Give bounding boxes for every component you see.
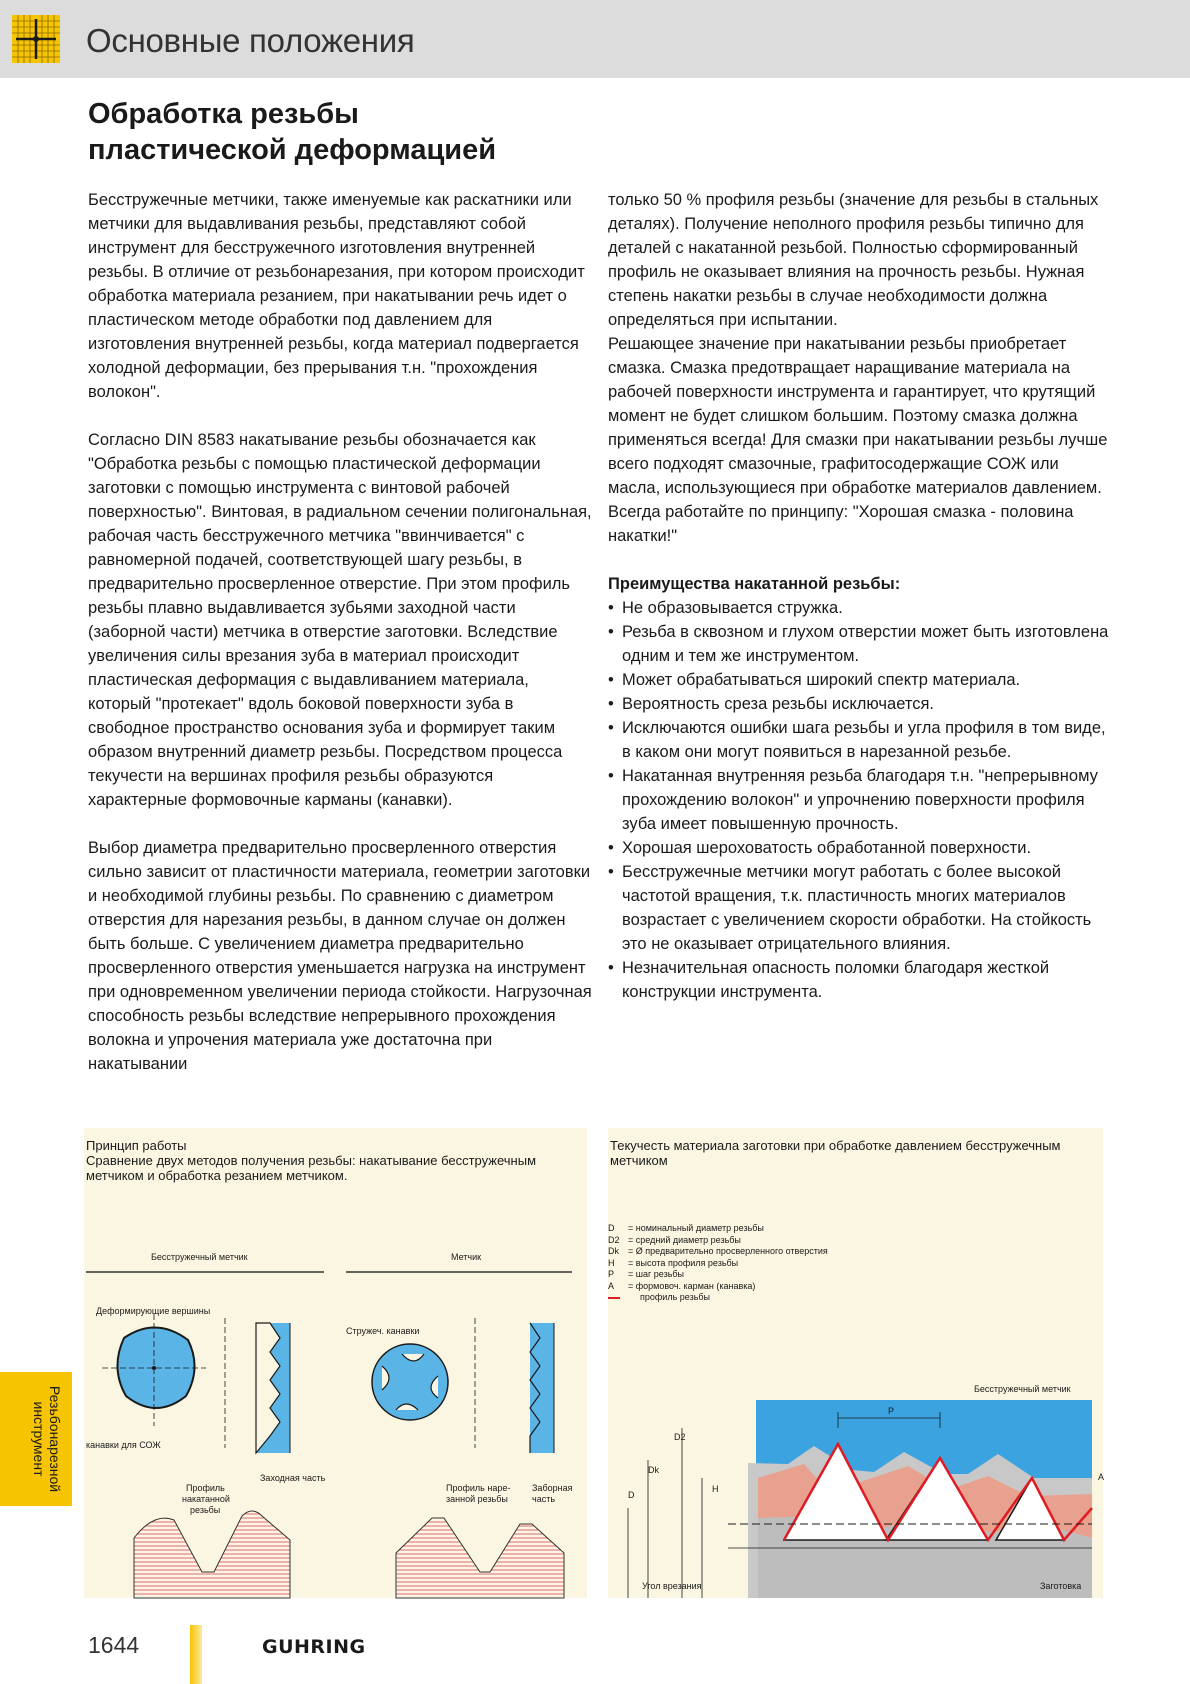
- list-item: • Не образовывается стружка.: [608, 596, 1113, 620]
- rolled-thread-profile: [134, 1511, 290, 1598]
- label-chamfer: Заборная: [532, 1483, 573, 1493]
- rolling-tap-cross-section: [102, 1314, 206, 1426]
- page-title-line1: Обработка резьбы: [88, 98, 359, 130]
- cutting-tap-cross-section: [372, 1344, 448, 1420]
- section-side-tab[interactable]: [0, 1372, 72, 1506]
- list-item: • Накатанная внутренняя резьба благодаря т.н. "непрерывному прохождению волокон" и упрочнению поверхности профиля зуба имеет повышенную прочность.: [608, 764, 1113, 836]
- dim-label: A: [1098, 1472, 1105, 1482]
- label-deforming-tips: Деформирующие вершины: [96, 1306, 211, 1316]
- label-left-tool: Бесстружечный метчик: [151, 1252, 248, 1262]
- figure-caption: Текучесть материала заготовки при обработке давлением бесстружечным метчиком: [610, 1138, 1061, 1168]
- list-item: • Исключаются ошибки шага резьбы и угла профиля в том виде, в каком они могут появиться в нарезанной резьбе.: [608, 716, 1113, 764]
- list-item: • Резьба в сквозном и глухом отверстии может быть изготовлена одним и тем же инструментом.: [608, 620, 1113, 668]
- list-item: • Незначительная опасность поломки благодаря жесткой конструкции инструмента.: [608, 956, 1113, 1004]
- legend-key: A: [608, 1280, 615, 1291]
- page-title: [88, 96, 496, 168]
- legend-key: D: [608, 1223, 615, 1233]
- label-cut-profile: Профиль наре-: [446, 1483, 511, 1493]
- legend-value: = номинальный диаметр резьбы: [628, 1223, 764, 1233]
- legend-key: Dk: [608, 1246, 619, 1256]
- caption-line: Сравнение двух методов получения резьбы: накатывание бесстружечным метчиком и обработка резанием метчиком.: [86, 1153, 537, 1183]
- label-entry-angle: Угол врезания: [642, 1581, 702, 1591]
- footer-accent-bar: [190, 1625, 202, 1684]
- label-right-tool: Метчик: [451, 1252, 482, 1262]
- figure-material-flow: [608, 1128, 1103, 1598]
- paragraph: только 50 % профиля резьбы (значение для резьбы в стальных деталях). Получение неполного профиля резьбы типично для деталей с накатанной резьбой. Полностью сформированный профиль не оказывает влияния на прочность резьбы. Нужная степень накатки резьбы в случае необходимости должна определяться при испытании.: [608, 191, 1099, 329]
- label-lead-part: Заходная часть: [260, 1473, 326, 1483]
- legend-value: = Ø предварительно просверленного отверстия: [628, 1246, 828, 1256]
- list-item: • Вероятность среза резьбы исключается.: [608, 692, 1113, 716]
- list-item: • Бесстружечные метчики могут работать с более высокой частотой вращения, т.к. пластичность многих материалов возрастает с увеличением скорости обработки. На стойкость это не оказывает отрицательного влияния.: [608, 860, 1113, 956]
- rolling-tap-side-view: [256, 1323, 290, 1453]
- paragraph: Выбор диаметра предварительно просверленного отверстия сильно зависит от пластичности материала, геометрии заготовки и необходимой глубины резьбы. По сравнению с диаметром отверстия для нарезания резьбы, в данном случае он должен быть больше. С увеличением диаметра предварительно просверленного отверстия уменьшается нагрузка на инструмент при одновременном увеличении периода стойкости. Нагрузочная способность резьбы вследствие непрерывного прохождения волокна и упрочения материала уже достаточна при накатывании: [88, 839, 592, 1073]
- paragraph: Бесстружечные метчики, также именуемые как раскатники или метчики для выдавливания резьбы, представляют собой инструмент для бесстружечного изготовления внутренней резьбы. В отличие от резьбонарезания, при котором происходит обработка материала резанием, при накатывании речь идет о пластическом методе обработки под давлением для изготовления внутренней резьбы, когда материал подвергается холодной деформации, без прерывания т.н. "прохождения волокон".: [88, 191, 585, 401]
- legend-value: = высота профиля резьбы: [628, 1257, 739, 1268]
- label-chamfer: часть: [532, 1494, 556, 1504]
- side-tab-label: Резьбонарезной инструмент: [31, 1385, 63, 1493]
- label-rolled-profile: Профиль: [186, 1483, 225, 1493]
- brand-logo: GUHRING: [262, 1636, 366, 1658]
- legend-key: H: [608, 1257, 615, 1268]
- cut-thread-profile: [396, 1518, 564, 1598]
- dim-label: D2: [674, 1432, 686, 1442]
- page-title-line2: пластической деформацией: [88, 134, 497, 166]
- dim-label: H: [712, 1484, 719, 1494]
- text-column-left: [88, 188, 593, 1100]
- legend-value: профиль резьбы: [640, 1292, 711, 1302]
- caption-line: Принцип работы: [86, 1138, 187, 1153]
- paragraph: Согласно DIN 8583 накатывание резьбы обозначается как "Обработка резьбы с помощью пластической деформации заготовки с помощью инструмента с винтовой рабочей поверхностью". Винтовая, в радиальном сечении полигональная, рабочая часть бесстружечного метчика "ввинчивается" с равномерной подачей, соответствующей шагу резьбы, в предварительно просверленное отверстие. При этом профиль резьбы плавно выдавливается зубьями заходной части (заборной части) метчика в отверстие заготовки. Вследствие увеличения силы врезания зуба в материал происходит пластическая деформация с выдавливанием материала, который "протекает" вдоль боковой поверхности зуба в свободное пространство основания зуба и формирует таким образом внутренний диаметр резьбы. Посредством процесса текучести на вершинах профиля резьбы образуются характерные формовочные карманы (канавки).: [88, 431, 592, 809]
- material-flow-diagram: [608, 1128, 1103, 1598]
- label-cut-profile: занной резьбы: [446, 1494, 508, 1504]
- figure-working-principle: [84, 1128, 587, 1598]
- dim-label: P: [888, 1406, 895, 1416]
- list-item: • Может обрабатываться широкий спектр материала.: [608, 668, 1113, 692]
- working-principle-diagram: [84, 1128, 587, 1598]
- label-workpiece: Заготовка: [1040, 1581, 1082, 1591]
- label-coolant-grooves: канавки для СОЖ: [86, 1440, 161, 1450]
- legend-key: D2: [608, 1234, 620, 1245]
- label-rolled-profile: резьбы: [190, 1505, 221, 1515]
- advantages-list: [608, 596, 1113, 1004]
- section-title: Основные положения: [86, 22, 415, 59]
- legend-key: P: [608, 1269, 615, 1279]
- dim-label: D: [628, 1490, 635, 1500]
- paragraph: Решающее значение при накатывании резьбы приобретает смазка. Смазка предотвращает наращивание материала на рабочей поверхности инструмента и гарантирует, что крутящий момент не будет слишком большим. Поэтому смазка должна применяться всегда! Для смазки при накатывании резьбы лучше всего подходят смазочные, графитосодержащие СОЖ или масла, использующиеся при обработке материалов давлением. Всегда работайте по принципу: "Хорошая смазка - половина накатки!": [608, 335, 1108, 545]
- label-chip-grooves: Стружеч. канавки: [346, 1326, 420, 1336]
- legend-value: = формовоч. карман (канавка): [628, 1280, 756, 1291]
- crosshair-grid-icon: [12, 15, 60, 63]
- dim-label: Dk: [648, 1465, 659, 1475]
- page-number: 1644: [88, 1632, 140, 1658]
- legend-value: = шаг резьбы: [628, 1269, 685, 1279]
- label-tool: Бесстружечный метчик: [974, 1384, 1071, 1394]
- legend-value: = средний диаметр резьбы: [628, 1234, 741, 1245]
- advantages-title: Преимущества накатанной резьбы:: [608, 575, 901, 593]
- cutting-tap-side-view: [530, 1323, 554, 1453]
- label-rolled-profile: накатанной: [182, 1494, 230, 1504]
- list-item: • Хорошая шероховатость обработанной поверхности.: [608, 836, 1113, 860]
- text-column-right: [608, 188, 1113, 1004]
- header-bar: [0, 0, 1190, 78]
